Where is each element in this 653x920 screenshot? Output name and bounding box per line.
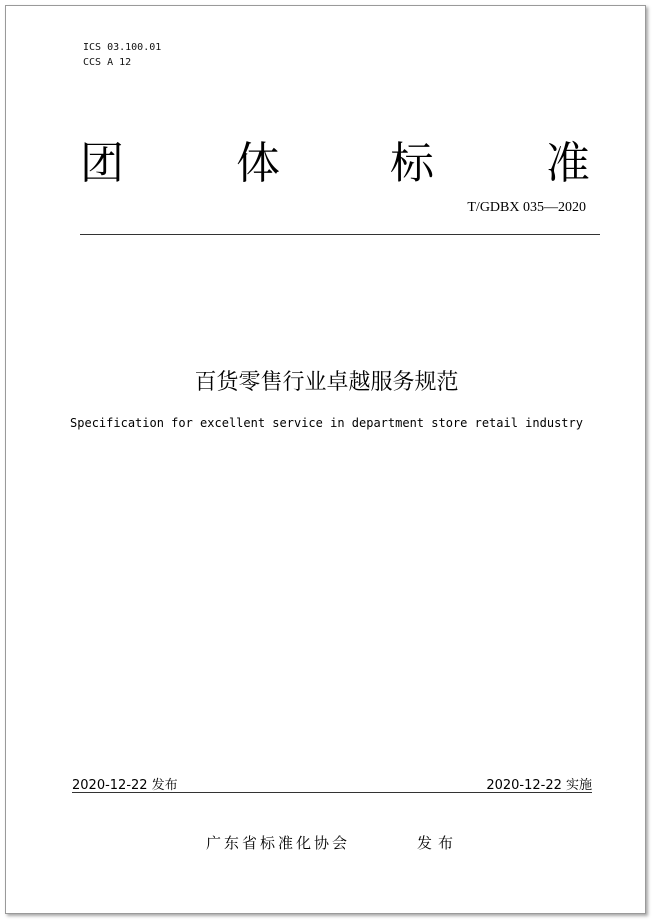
- header-divider: [80, 234, 600, 235]
- standard-type-heading: [80, 138, 592, 190]
- classification-codes: [83, 40, 161, 70]
- standard-type-char: 团: [80, 138, 124, 189]
- standard-number: T/GDBX 035—2020: [467, 200, 586, 215]
- issue-date: 2020-12-22 发布: [72, 778, 178, 793]
- ccs-code: CCS A 12: [83, 57, 132, 68]
- publisher-name: 广东省标准化协会: [206, 834, 351, 852]
- document-title-english: Specification for excellent service in department store retail industry: [70, 416, 583, 430]
- standard-type-char: 准: [546, 138, 590, 189]
- standard-type-char: 标: [390, 138, 434, 189]
- footer-divider: [72, 792, 592, 793]
- implementation-date: 2020-12-22 实施: [486, 778, 592, 793]
- document-title: 百货零售行业卓越服务规范: [194, 370, 459, 395]
- publisher-action: 发布: [417, 834, 460, 852]
- ics-code: ICS 03.100.01: [83, 42, 162, 53]
- standard-type-char: 体: [236, 138, 280, 189]
